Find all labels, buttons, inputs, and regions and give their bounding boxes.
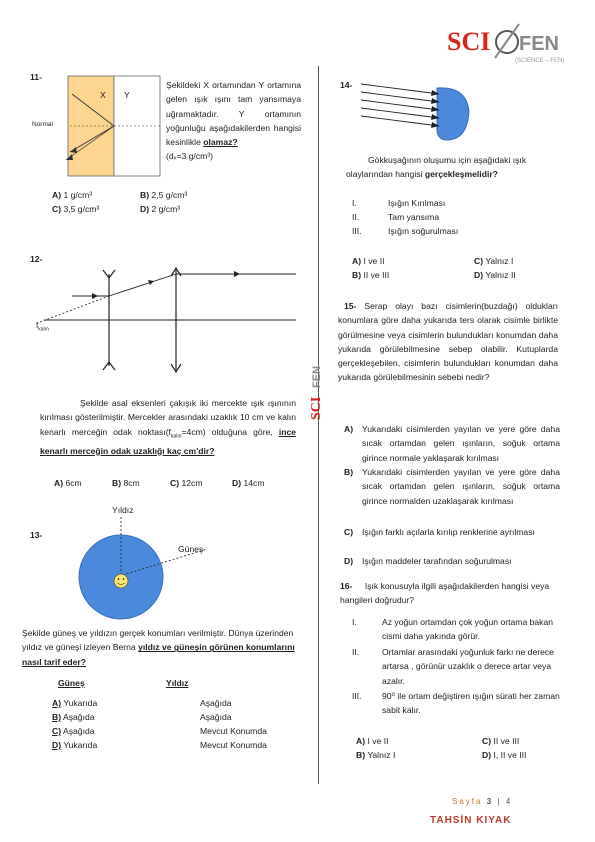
q16-item-2: II. Ortamlar arasındaki yoğunluk farkı ne derece artarsa , görünür uzaklık o derece artar veya azalır. [352,647,554,686]
svg-text:SCI: SCI [309,396,324,420]
q11-option-b[interactable]: B) 2,5 g/cm³ [140,190,188,200]
q13-label-sun: Güneş [178,544,204,554]
q15-option-c[interactable]: C) Işığın farklı açılarla kırılıp renklerine ayrılması [344,527,535,537]
column-divider [318,66,319,784]
q16-question [340,579,560,608]
q15-option-a[interactable]: A) Yukarıdaki cisimlerden yayılan ve yere göre daha sıcak ortamdan gelen ışınların, soğuk ortama girince normale yaklaşarak kırılması [344,424,560,463]
q14-question-emph: gerçekleşmelidir? [424,169,498,180]
q14-option-a[interactable]: A) I ve II [352,256,385,266]
author-name: TAHSİN KIYAK [430,815,512,826]
q14-figure [355,82,485,144]
q13-label-star: Yıldız [112,505,134,515]
q15-number: 15- [344,301,357,311]
q11-label-normal: Normal [32,121,53,128]
q12-question: Şekilde asal eksenleri çakışık iki mercekte ışık ışınının kırılması gösterilmiştir. Mercekler arasındaki uzaklık 10 cm ve kalın kenarlı merceğin odak $noktası(f_{kalın}=4cm)$ olduğuna göre, ince kenarlı merceğin odak uzaklığı kaç cm'dir? [40,398,297,456]
q14-question: Gökkuşağının oluşumu için aşağıdaki ışık olaylarından hangisi gerçekleşmelidir? [346,155,527,180]
q16-item-1: I. Az yoğun ortamdan çok yoğun ortama bakan cismi daha yakında görür. [352,617,554,642]
q16-option-a[interactable]: A) I ve II [356,736,389,746]
q16-option-b[interactable]: B) Yalnız I [356,750,396,760]
q14-option-b[interactable]: B) II ve III [352,270,390,280]
q13-question-emph: yıldız ve güneşin görünen konumlarını nasıl tarif eder? [22,642,295,667]
q13-col-star: Yıldız [166,678,189,688]
q16-number: 16- [340,581,353,591]
q15-question-text: Serap olayı bazı cisimlerin(buzdağı) oldukları konumlara göre daha yukarıda ters olarak cisimle birlikte görülmesine veya cisimlerin bulundukları konumdan daha yukarıda görülebilmesine sebep olabilir. Kutuplarda gerçekleşebilen, cisimlerin bulundukları konumdan daha yukarıda görülebilmesinin sebebi nedir? [338,301,558,383]
q11-given: (dₓ=3 g/cm³) [166,151,213,162]
svg-text:FEN: FEN [519,33,559,55]
q11-option-c[interactable]: C) 3,5 g/cm³ [52,204,100,214]
q11-question-emph: olamaz? [203,137,238,148]
q16-option-c[interactable]: C) II ve III [482,736,520,746]
logo [445,18,580,68]
q14-item-3: III. Işığın soğurulması [352,226,459,236]
svg-text:FEN: FEN [311,366,323,388]
q14-option-d[interactable]: D) Yalnız II [474,270,516,280]
q16-item-3: III. 90⁰ ile ortam değiştiren ışığın sürati her zaman sabit kalır. [352,691,560,716]
q16-question-text: Işık konusuyla ilgili aşağıdakilerden hangisi veya hangileri doğrudur? [340,581,550,606]
page-number: Sayfa 3 | 4 [452,797,513,806]
q14-option-c[interactable]: C) Yalnız I [474,256,514,266]
q12-option-b[interactable]: B) 8cm [112,478,140,488]
q14-item-2: II. Tam yansıma [352,212,440,222]
q13-number: 13- [30,530,43,540]
svg-text:(SCIENCE – FEN): (SCIENCE – FEN) [515,58,565,64]
q13-option-d[interactable]: D) Yukarıda Mevcut Konumda [52,740,267,750]
q11-question [166,78,301,164]
q11-label-y: Y [124,90,130,100]
q14-item-1: I. Işığın Kırılması [352,198,446,208]
q11-option-d[interactable]: D) 2 g/cm³ [140,204,181,214]
q13-option-a[interactable]: A) Yukarıda Aşağıda [52,698,232,708]
q11-question-text: Şekildeki X ortamından Y ortamına gelen ışık ışını tam yansımaya uğramaktadır. Y ortamının yoğunluğu aşağıdakilerden hangisi kesinlikle [166,80,301,148]
q13-question: Şekilde güneş ve yıldızın gerçek konumları verilmiştir. Dünya üzerinden yıldız ve güneşi izleyen Berna yıldız ve güneşin görünen konumlarını nasıl tarif eder? [22,628,295,667]
q13-col-sun: Güneş [58,678,85,688]
watermark-logo [300,350,330,420]
q13-figure [75,515,215,625]
q15-option-b[interactable]: B) Yukarıdaki cisimlerden yayılan ve yere göre daha sıcak ortamdan gelen ışınların, soğuk ortama girince normalden uzaklaşarak kırılması [344,467,560,506]
q13-option-b[interactable]: B) Aşağıda Aşağıda [52,712,232,722]
q11-option-a[interactable]: A) 1 g/cm³ [52,190,93,200]
q12-figure [34,262,304,374]
q12-question-emph: ince kenarlı merceğin odak uzaklığı kaç cm'dir? [40,426,297,456]
q14-number: 14- [340,80,353,90]
q15-question [338,299,558,385]
q11-label-x: X [100,90,106,100]
q12-option-d[interactable]: D) 14cm [232,478,265,488]
q11-number: 11- [30,72,42,82]
q16-option-d[interactable]: D) I, II ve III [482,750,527,760]
q12-number: 12- [30,254,43,264]
svg-text:SCI: SCI [447,27,491,56]
q12-label-f: $f_{kalın}$ [36,321,49,333]
q12-option-a[interactable]: A) 6cm [54,478,82,488]
q13-option-c[interactable]: C) Aşağıda Mevcut Konumda [52,726,267,736]
logo-graphic [445,18,580,68]
q12-option-c[interactable]: C) 12cm [170,478,203,488]
q15-option-d[interactable]: D) Işığın maddeler tarafından soğurulması [344,556,512,566]
